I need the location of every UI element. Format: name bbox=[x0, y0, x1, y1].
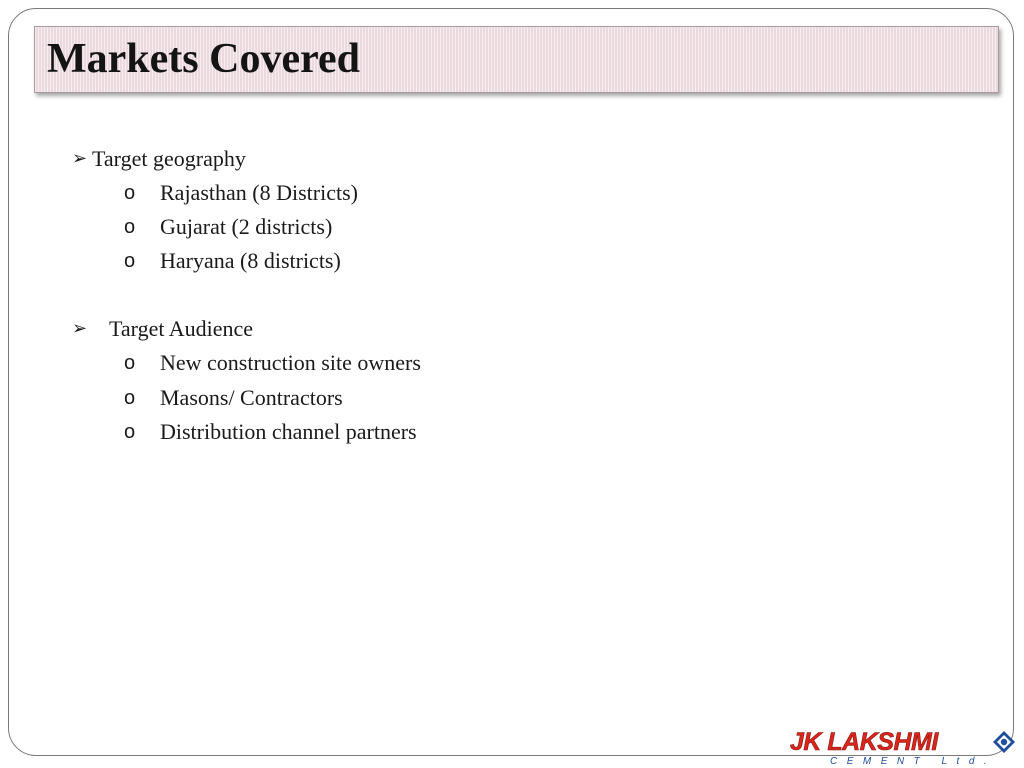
circle-bullet-icon: o bbox=[124, 352, 136, 374]
circle-bullet-icon: o bbox=[124, 182, 136, 204]
slide-title: Markets Covered bbox=[47, 36, 360, 82]
logo-emblem-icon bbox=[993, 731, 1015, 753]
circle-bullet-icon: o bbox=[124, 421, 136, 443]
list-item: Haryana (8 districts) bbox=[160, 248, 341, 273]
arrow-bullet-icon: ➢ bbox=[72, 148, 88, 169]
list-item: Rajasthan (8 Districts) bbox=[160, 180, 358, 205]
circle-bullet-icon: o bbox=[124, 387, 136, 409]
slide-frame bbox=[8, 8, 1014, 756]
circle-bullet-icon: o bbox=[124, 250, 136, 272]
circle-bullet-icon: o bbox=[124, 216, 136, 238]
list-item: New construction site owners bbox=[160, 350, 421, 375]
list-item: Gujarat (2 districts) bbox=[160, 214, 333, 239]
logo-brand-text: JK LAKSHMI bbox=[790, 728, 938, 756]
section-heading-audience: Target Audience bbox=[109, 316, 254, 341]
jk-lakshmi-logo bbox=[786, 726, 1018, 766]
arrow-bullet-icon: ➢ bbox=[72, 318, 88, 339]
section-heading-geography: Target geography bbox=[92, 146, 246, 171]
list-item: Distribution channel partners bbox=[160, 419, 417, 444]
list-item: Masons/ Contractors bbox=[160, 385, 343, 410]
logo-sub-text: CEMENT Ltd. bbox=[830, 756, 997, 766]
title-band bbox=[34, 26, 999, 93]
